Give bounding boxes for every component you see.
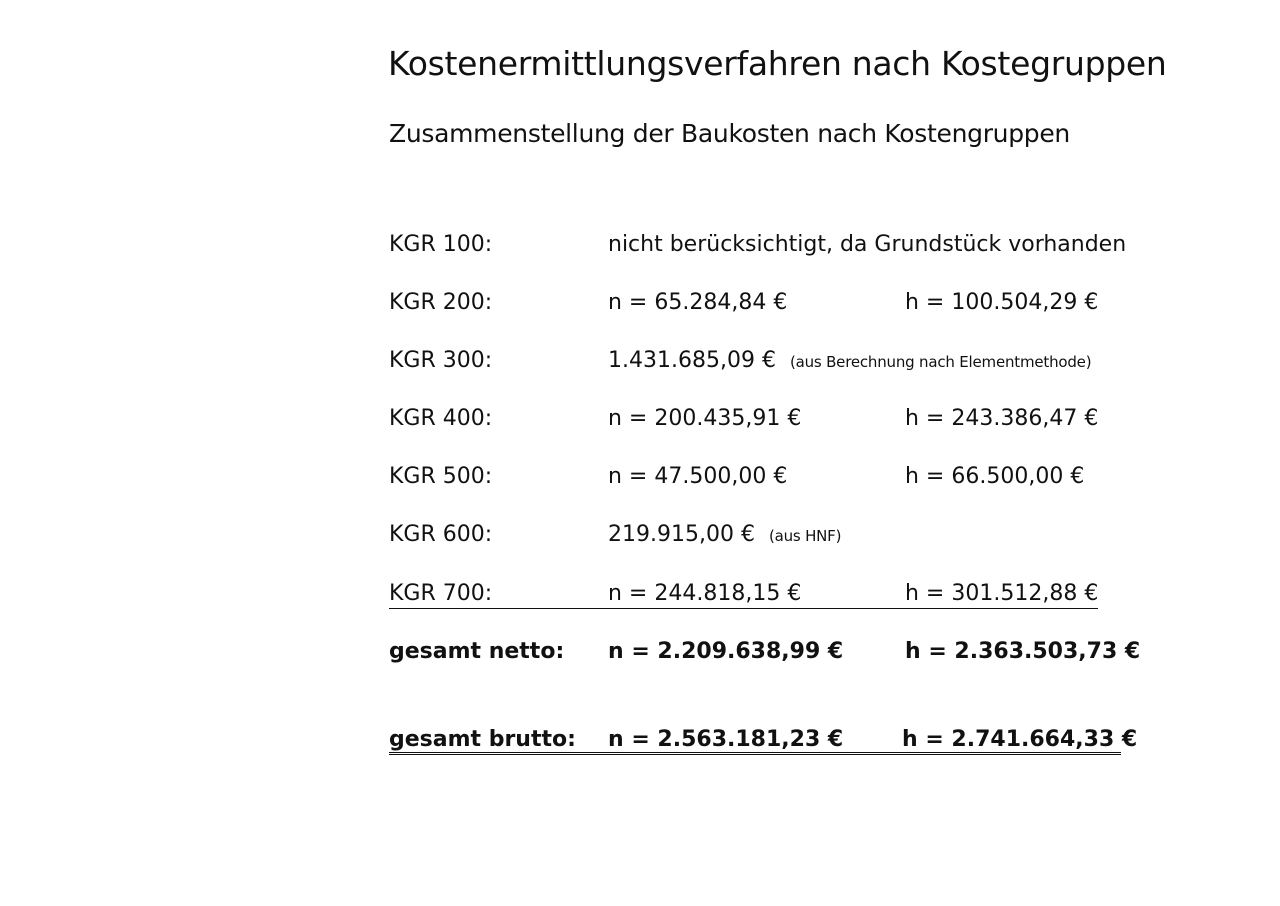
total-gross-label: gesamt brutto:: [389, 727, 576, 752]
cost-group-label: KGR 500:: [389, 464, 493, 489]
cost-value-h: h = 243.386,47 €: [905, 406, 1099, 431]
total-net-value-n: n = 2.209.638,99 €: [608, 639, 844, 664]
document-subtitle: Zusammenstellung der Baukosten nach Kostengruppen: [389, 119, 1070, 148]
cost-group-label: KGR 600:: [389, 522, 493, 547]
cost-value-h: h = 66.500,00 €: [905, 464, 1085, 489]
total-gross-value-h: h = 2.741.664,33 €: [902, 727, 1138, 752]
cost-value-n: n = 244.818,15 €: [608, 581, 802, 606]
cost-note: (aus Berechnung nach Elementmethode): [789, 353, 1092, 371]
total-double-underline: [389, 752, 1121, 755]
cost-value: 1.431.685,09 €: [608, 348, 776, 373]
cost-group-text: nicht berücksichtigt, da Grundstück vorhanden: [608, 232, 1127, 257]
sum-underline: [389, 608, 1098, 609]
total-net-label: gesamt netto:: [389, 639, 565, 664]
cost-note: (aus HNF): [768, 527, 842, 545]
cost-group-label: KGR 200:: [389, 290, 493, 315]
cost-value-h: h = 301.512,88 €: [905, 581, 1099, 606]
total-net-value-h: h = 2.363.503,73 €: [905, 639, 1141, 664]
document-title: Kostenermittlungsverfahren nach Kostegruppen: [388, 44, 1167, 83]
cost-group-label: KGR 300:: [389, 348, 493, 373]
cost-group-label: KGR 400:: [389, 406, 493, 431]
cost-value-n: n = 65.284,84 €: [608, 290, 788, 315]
cost-group-label: KGR 100:: [389, 232, 493, 257]
cost-value-container: [608, 522, 841, 547]
total-gross-value-n: n = 2.563.181,23 €: [608, 727, 844, 752]
cost-value-container: [608, 348, 1091, 373]
cost-value-n: n = 200.435,91 €: [608, 406, 802, 431]
cost-value-n: n = 47.500,00 €: [608, 464, 788, 489]
cost-group-label: KGR 700:: [389, 581, 493, 606]
cost-value: 219.915,00 €: [608, 522, 755, 547]
cost-value-h: h = 100.504,29 €: [905, 290, 1099, 315]
